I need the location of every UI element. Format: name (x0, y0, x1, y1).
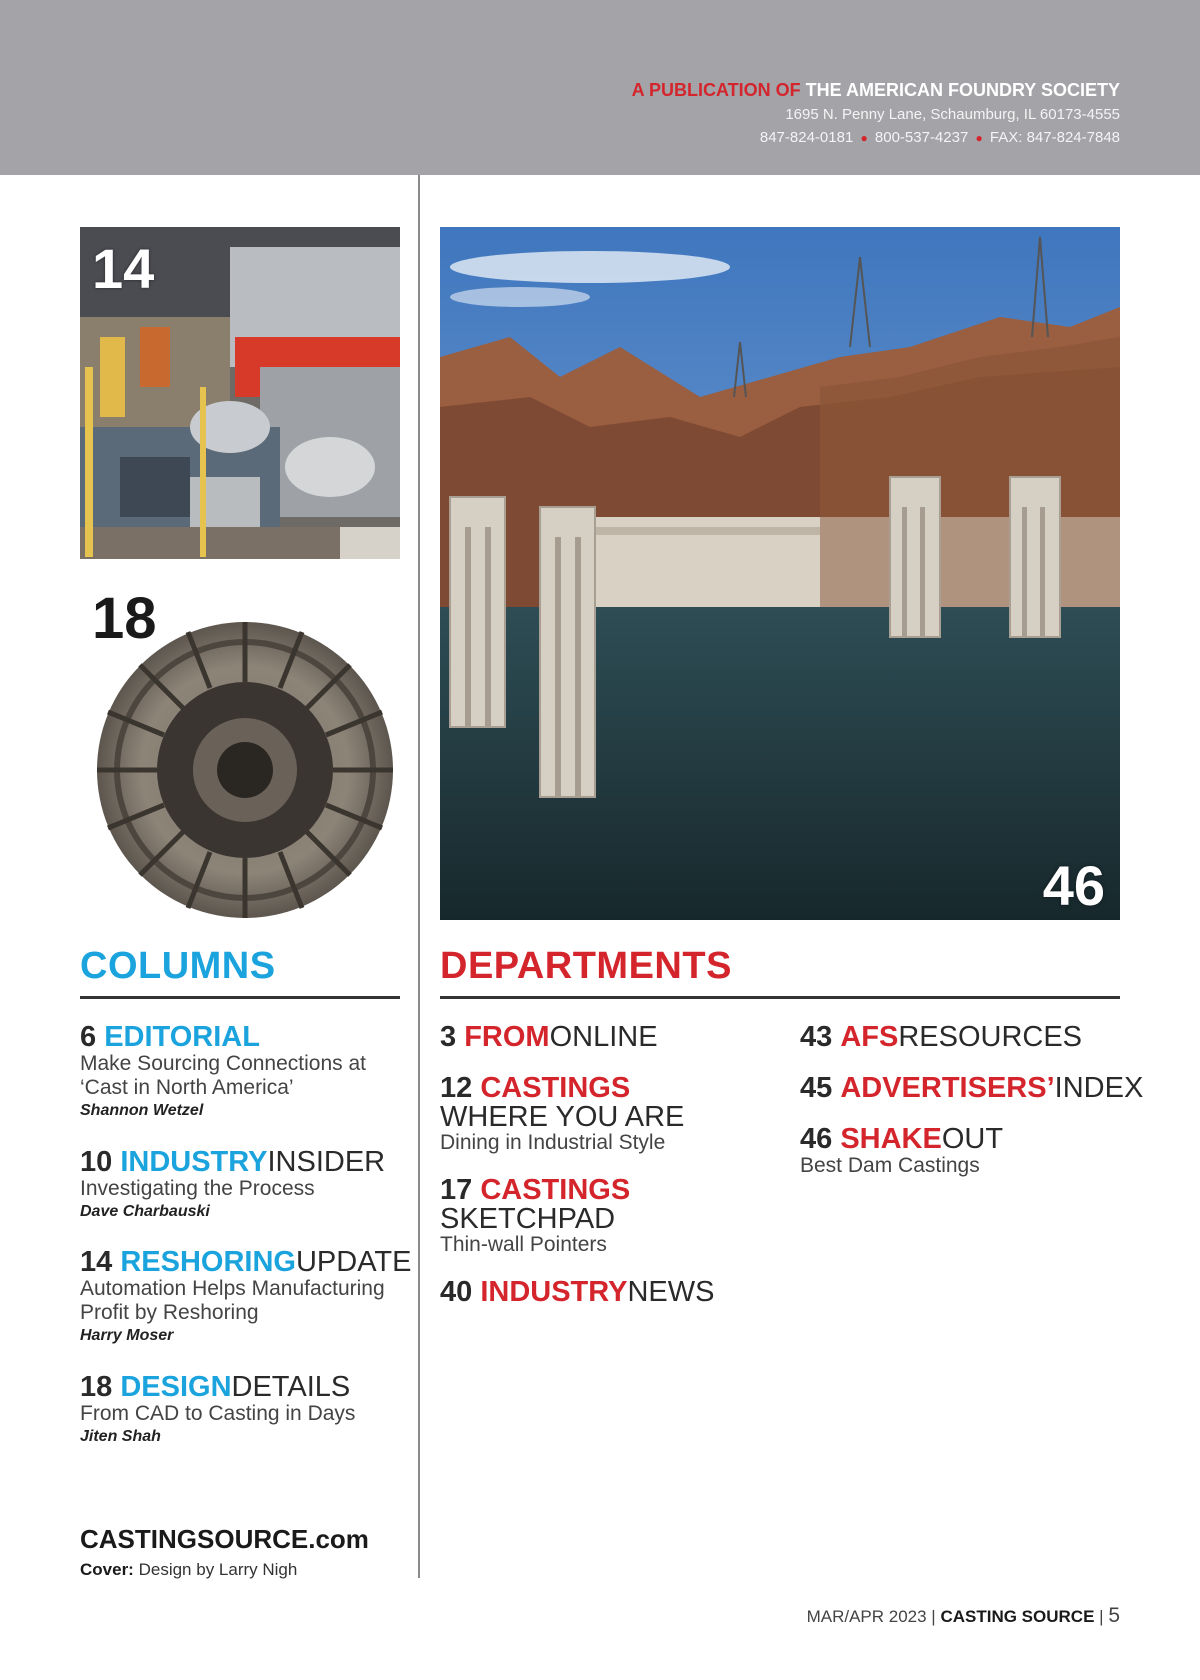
entry-subtitle: ‘Cast in North America’ (80, 1076, 294, 1099)
entry-author: Jiten Shah (80, 1428, 161, 1445)
entry-subtitle: Best Dam Castings (800, 1154, 980, 1177)
entry-title (80, 1147, 385, 1177)
entry-keyword: EDITORIAL (104, 1021, 260, 1053)
page-number: 45 (800, 1072, 833, 1104)
page-number: 14 (80, 1246, 113, 1278)
page-folio (807, 1604, 1120, 1628)
entry-title-rest: UPDATE (295, 1246, 412, 1278)
address-line: 1695 N. Penny Lane, Schaumburg, IL 60173-4555 (785, 106, 1120, 123)
page-number: 5 (1108, 1604, 1120, 1627)
hoover-dam-photo (440, 227, 1120, 920)
entry-title (80, 1372, 355, 1402)
entry-keyword: RESHORING (120, 1246, 296, 1278)
columns-rule (80, 996, 400, 999)
entry-subtitle: Thin-wall Pointers (440, 1233, 607, 1256)
page-number: 12 (440, 1072, 473, 1104)
toc-entry-castings-sketchpad[interactable] (440, 1175, 630, 1257)
entry-title-rest: DETAILS (231, 1371, 351, 1403)
page-number: 17 (440, 1174, 473, 1206)
entry-title (440, 1073, 684, 1103)
entry-title (440, 1175, 630, 1205)
toc-entry-reshoring-update[interactable] (80, 1247, 411, 1347)
toc-entry-design-details[interactable] (80, 1372, 355, 1448)
cover-credit (80, 1560, 297, 1580)
entry-title (800, 1073, 1143, 1103)
entry-keyword: AFS (840, 1021, 899, 1053)
entry-title-rest: RESOURCES (898, 1021, 1083, 1053)
page-number: 3 (440, 1021, 457, 1053)
entry-subtitle: Profit by Reshoring (80, 1301, 259, 1324)
entry-subtitle: Automation Helps Manufacturing (80, 1277, 385, 1300)
column-divider (418, 175, 420, 1578)
entry-title (80, 1247, 411, 1277)
cover-label: Cover: (80, 1560, 134, 1579)
entry-keyword: SHAKE (840, 1123, 942, 1155)
entry-title (440, 1277, 714, 1307)
bullet-dot: ● (860, 131, 868, 145)
toc-entry-from-online[interactable] (440, 1022, 658, 1052)
departments-heading: DEPARTMENTS (440, 945, 732, 987)
departments-rule (440, 996, 1120, 999)
page-number: 18 (80, 1371, 113, 1403)
entry-title-rest: SKETCHPAD (440, 1203, 616, 1235)
entry-author: Shannon Wetzel (80, 1102, 204, 1119)
entry-keyword: INDUSTRY (120, 1146, 268, 1178)
toc-entry-editorial[interactable] (80, 1022, 366, 1122)
entry-keyword: CASTINGS (480, 1072, 631, 1104)
entry-title-rest: INDEX (1054, 1072, 1144, 1104)
entry-title (80, 1022, 366, 1052)
page-number: 43 (800, 1021, 833, 1053)
impeller-page-number: 18 (92, 586, 157, 651)
entry-subtitle: Make Sourcing Connections at (80, 1052, 366, 1075)
columns-heading: COLUMNS (80, 945, 276, 987)
folio-separator: | (931, 1607, 936, 1626)
phone-1: 847-824-0181 (759, 129, 854, 146)
website-link[interactable]: CASTINGSOURCE.com (80, 1524, 369, 1554)
page-number: 40 (440, 1276, 473, 1308)
contact-line (760, 129, 1120, 146)
dam-page-number: 46 (1042, 854, 1105, 917)
bullet-dot: ● (975, 131, 983, 145)
entry-title (800, 1124, 1003, 1154)
factory-page-number: 14 (92, 237, 155, 300)
entry-subtitle: Investigating the Process (80, 1177, 315, 1200)
entry-author: Harry Moser (80, 1327, 174, 1344)
publisher-prefix: A PUBLICATION OF (631, 80, 801, 100)
entry-title-rest: ONLINE (549, 1021, 658, 1053)
entry-keyword: DESIGN (120, 1371, 232, 1403)
issue-date: MAR/APR 2023 (806, 1607, 927, 1626)
entry-keyword: INDUSTRY (480, 1276, 628, 1308)
entry-title-rest: NEWS (627, 1276, 715, 1308)
entry-subtitle: From CAD to Casting in Days (80, 1402, 356, 1425)
toc-entry-castings-where-you-are[interactable] (440, 1073, 684, 1155)
entry-subtitle: Dining in Industrial Style (440, 1131, 666, 1154)
entry-title-rest: OUT (941, 1123, 1004, 1155)
page-number: 46 (800, 1123, 833, 1155)
entry-author: Dave Charbauski (80, 1203, 210, 1220)
masthead-band (0, 0, 1200, 175)
page-number: 10 (80, 1146, 113, 1178)
entry-title-rest: WHERE YOU ARE (440, 1101, 685, 1133)
entry-keyword: FROM (464, 1021, 550, 1053)
publisher-org: THE AMERICAN FOUNDRY SOCIETY (805, 80, 1120, 100)
toc-entry-advertisers-index[interactable] (800, 1073, 1143, 1103)
fax-number: FAX: 847-824-7848 (989, 129, 1120, 146)
entry-keyword: ADVERTISERS’ (840, 1072, 1055, 1104)
entry-title (800, 1022, 1082, 1052)
magazine-name: CASTING SOURCE (940, 1607, 1095, 1626)
publisher-line (632, 80, 1120, 101)
toc-entry-afs-resources[interactable] (800, 1022, 1082, 1052)
page-number: 6 (80, 1021, 97, 1053)
cover-credit-text: Design by Larry Nigh (138, 1560, 298, 1579)
entry-title-rest: INSIDER (267, 1146, 386, 1178)
entry-keyword: CASTINGS (480, 1174, 631, 1206)
phone-2: 800-537-4237 (874, 129, 969, 146)
toc-entry-shakeout[interactable] (800, 1124, 1003, 1178)
toc-entry-industry-insider[interactable] (80, 1147, 385, 1223)
toc-entry-industry-news[interactable] (440, 1277, 714, 1307)
entry-title (440, 1022, 658, 1052)
folio-separator: | (1099, 1607, 1104, 1626)
